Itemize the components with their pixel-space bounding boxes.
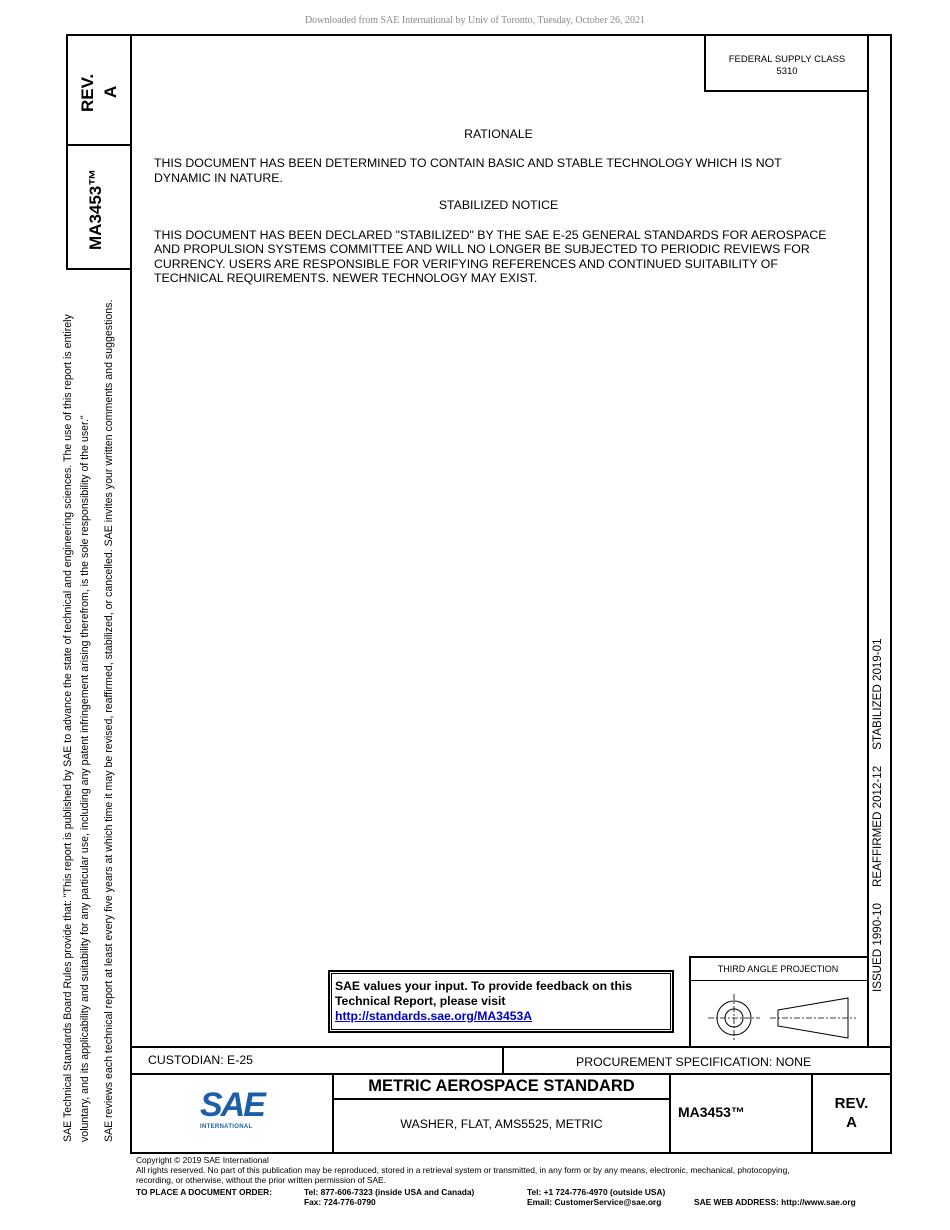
footer-rights-line1: All rights reserved. No part of this publication may be reproduced, stored in a retrieval system or transmitted, in any form or by any means, electronic, mechanical, photocopying,	[136, 1165, 790, 1175]
titleblock-doc-number: MA3453™	[678, 1104, 745, 1120]
footer-order-label: TO PLACE A DOCUMENT ORDER:	[136, 1187, 273, 1197]
footer-tel-intl: Tel: +1 724-776-4970 (outside USA)	[527, 1187, 666, 1197]
titleblock-docnum-divider	[669, 1073, 671, 1153]
feedback-link[interactable]: http://standards.sae.org/MA3453A	[335, 1009, 533, 1023]
rules-text-line3: SAE reviews each technical report at least every five years at which time it may be revised, reaffirmed, stabilized, or cancelled. SAE invites your written comments and suggestions.	[103, 299, 115, 1142]
feedback-line2: Technical Report, please visit	[335, 994, 506, 1008]
federal-supply-line1: FEDERAL SUPPLY CLASS	[728, 54, 846, 65]
frame-right-line	[890, 34, 892, 1154]
procurement-text: PROCUREMENT SPECIFICATION: NONE	[576, 1055, 812, 1069]
stabilized-heading: STABILIZED NOTICE	[438, 198, 559, 212]
footer-web: SAE WEB ADDRESS: http://www.sae.org	[694, 1197, 856, 1207]
footer-copyright: Copyright © 2019 SAE International	[136, 1155, 269, 1165]
side-doc-number: MA3453™	[86, 168, 105, 250]
projection-divider	[689, 980, 869, 981]
rules-text-line2: voluntary, and its applicability and suitability for any particular use, including any patent infringement arising therefrom, is the sole responsibility of the user."	[79, 415, 91, 1142]
part-title: WASHER, FLAT, AMS5525, METRIC	[400, 1117, 603, 1131]
footer-tel-usa: Tel: 877-606-7323 (inside USA and Canada)	[304, 1187, 475, 1197]
sae-logo-text: SAE	[200, 1086, 264, 1124]
custodian-text: CUSTODIAN: E-25	[148, 1053, 254, 1067]
footer-rights-line2: recording, or otherwise, without the prior written permission of SAE.	[136, 1175, 386, 1185]
footer-fax: Fax: 724-776-0790	[304, 1197, 376, 1207]
rationale-heading: RATIONALE	[464, 127, 533, 141]
footer-email: Email: CustomerService@sae.org	[527, 1197, 662, 1207]
titleblock-top-line	[130, 1046, 892, 1048]
projection-label: THIRD ANGLE PROJECTION	[717, 964, 839, 974]
titleblock-mid-line	[130, 1073, 892, 1075]
side-rev-value: A	[101, 85, 120, 98]
stabilized-line3: CURRENCY. USERS ARE RESPONSIBLE FOR VERIFYING REFERENCES AND CONTINUED SUITABILITY OF	[154, 257, 778, 271]
stabilized-line1: THIS DOCUMENT HAS BEEN DECLARED "STABILIZED" BY THE SAE E-25 GENERAL STANDARDS FOR AEROSPACE	[154, 228, 827, 242]
federal-supply-line2: 5310	[776, 66, 798, 77]
titleblock-rev-label: REV.	[834, 1095, 869, 1112]
feedback-line1: SAE values your input. To provide feedback on this	[335, 979, 633, 993]
rationale-line2: DYNAMIC IN NATURE.	[154, 171, 283, 185]
download-note: Downloaded from SAE International by Univ of Toronto, Tuesday, October 26, 2021	[304, 15, 646, 26]
titleblock-rev-divider	[811, 1073, 813, 1153]
rules-text-line1: SAE Technical Standards Board Rules provide that: "This report is published by SAE to advance the state of technical and engineering sciences. The use of this report is entirely	[62, 314, 74, 1142]
titleblock-custodian-divider	[502, 1046, 504, 1074]
titleblock-rev-value: A	[846, 1114, 857, 1131]
strip-divider-line	[867, 34, 869, 1048]
titleblock-title-underline	[332, 1098, 670, 1100]
sae-logo-subtext: INTERNATIONAL	[200, 1124, 253, 1130]
stabilized-line2: AND PROPULSION SYSTEMS COMMITTEE AND WILL NO LONGER BE SUBJECTED TO PERIODIC REVIEWS FOR	[154, 242, 810, 256]
side-rev-box	[66, 34, 132, 146]
stabilized-line4: TECHNICAL REQUIREMENTS. NEWER TECHNOLOGY MAY EXIST.	[154, 271, 538, 285]
issue-dates: ISSUED 1990-10 REAFFIRMED 2012-12 STABILIZED 2019-01	[871, 638, 884, 992]
standard-title: METRIC AEROSPACE STANDARD	[368, 1077, 635, 1095]
titleblock-bottom-line	[130, 1152, 892, 1154]
sae-logo	[200, 1088, 270, 1138]
side-rev-label: REV.	[78, 73, 97, 112]
projection-symbol-icon	[690, 982, 866, 1046]
rationale-line1: THIS DOCUMENT HAS BEEN DETERMINED TO CONTAIN BASIC AND STABLE TECHNOLOGY WHICH IS NOT	[154, 156, 782, 170]
